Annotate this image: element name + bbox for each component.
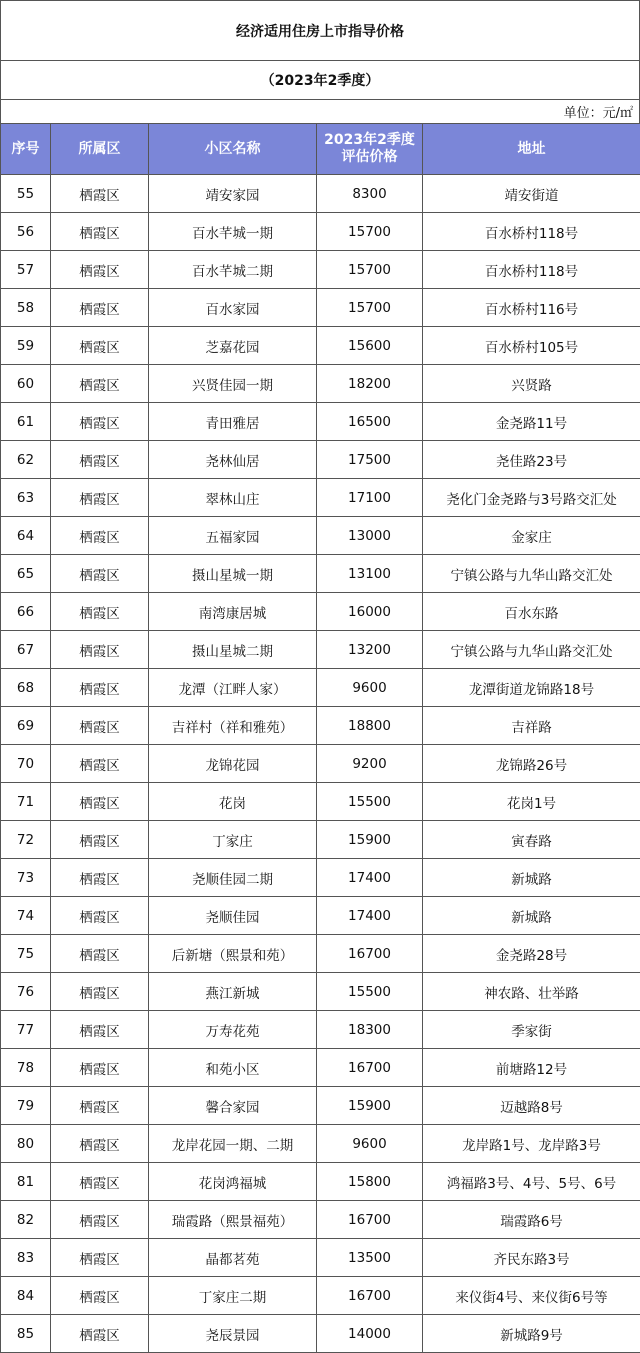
cell-community: 兴贤佳园一期 xyxy=(149,365,317,403)
cell-district: 栖霞区 xyxy=(51,1163,149,1201)
cell-price: 15600 xyxy=(317,327,423,365)
cell-price: 15700 xyxy=(317,289,423,327)
header-address: 地址 xyxy=(423,124,640,175)
table-row xyxy=(1,669,640,707)
table-row xyxy=(1,935,640,973)
cell-address: 季家街 xyxy=(423,1011,640,1049)
cell-address: 金尧路11号 xyxy=(423,403,640,441)
table-row xyxy=(1,1277,640,1315)
cell-index: 63 xyxy=(1,479,51,517)
header-community: 小区名称 xyxy=(149,124,317,175)
table-row xyxy=(1,289,640,327)
cell-address: 龙潭街道龙锦路18号 xyxy=(423,669,640,707)
cell-community: 百水芊城二期 xyxy=(149,251,317,289)
cell-community: 南湾康居城 xyxy=(149,593,317,631)
cell-district: 栖霞区 xyxy=(51,859,149,897)
cell-district: 栖霞区 xyxy=(51,1049,149,1087)
cell-district: 栖霞区 xyxy=(51,289,149,327)
cell-community: 后新塘（熙景和苑） xyxy=(149,935,317,973)
cell-price: 18200 xyxy=(317,365,423,403)
table-row xyxy=(1,821,640,859)
cell-community: 龙锦花园 xyxy=(149,745,317,783)
cell-district: 栖霞区 xyxy=(51,1125,149,1163)
cell-community: 百水家园 xyxy=(149,289,317,327)
cell-district: 栖霞区 xyxy=(51,631,149,669)
cell-price: 15500 xyxy=(317,783,423,821)
cell-price: 17100 xyxy=(317,479,423,517)
cell-district: 栖霞区 xyxy=(51,745,149,783)
cell-community: 龙潭（江畔人家） xyxy=(149,669,317,707)
cell-index: 78 xyxy=(1,1049,51,1087)
table-row xyxy=(1,365,640,403)
table-row xyxy=(1,1011,640,1049)
table-row xyxy=(1,403,640,441)
cell-index: 80 xyxy=(1,1125,51,1163)
cell-price: 16700 xyxy=(317,1049,423,1087)
cell-price: 16000 xyxy=(317,593,423,631)
cell-price: 18800 xyxy=(317,707,423,745)
cell-district: 栖霞区 xyxy=(51,783,149,821)
unit-label: 单位：元/㎡ xyxy=(0,99,640,123)
table-row xyxy=(1,479,640,517)
cell-address: 龙岸路1号、龙岸路3号 xyxy=(423,1125,640,1163)
table-row xyxy=(1,1087,640,1125)
cell-district: 栖霞区 xyxy=(51,517,149,555)
cell-community: 龙岸花园一期、二期 xyxy=(149,1125,317,1163)
cell-index: 59 xyxy=(1,327,51,365)
cell-price: 15800 xyxy=(317,1163,423,1201)
cell-price: 15700 xyxy=(317,213,423,251)
cell-index: 74 xyxy=(1,897,51,935)
cell-price: 15900 xyxy=(317,1087,423,1125)
cell-price: 16500 xyxy=(317,403,423,441)
cell-index: 65 xyxy=(1,555,51,593)
cell-index: 56 xyxy=(1,213,51,251)
cell-index: 55 xyxy=(1,175,51,213)
cell-community: 尧顺佳园 xyxy=(149,897,317,935)
sheet-title: 经济适用住房上市指导价格 xyxy=(0,0,640,60)
cell-community: 和苑小区 xyxy=(149,1049,317,1087)
cell-district: 栖霞区 xyxy=(51,441,149,479)
cell-address: 宁镇公路与九华山路交汇处 xyxy=(423,631,640,669)
cell-address: 百水东路 xyxy=(423,593,640,631)
cell-community: 百水芊城一期 xyxy=(149,213,317,251)
table-header-row xyxy=(1,124,640,175)
cell-index: 60 xyxy=(1,365,51,403)
cell-district: 栖霞区 xyxy=(51,365,149,403)
cell-price: 16700 xyxy=(317,1277,423,1315)
cell-community: 尧辰景园 xyxy=(149,1315,317,1353)
cell-community: 吉祥村（祥和雅苑） xyxy=(149,707,317,745)
cell-address: 百水桥村105号 xyxy=(423,327,640,365)
cell-index: 79 xyxy=(1,1087,51,1125)
cell-address: 神农路、壮举路 xyxy=(423,973,640,1011)
cell-address: 新城路 xyxy=(423,859,640,897)
cell-district: 栖霞区 xyxy=(51,175,149,213)
cell-district: 栖霞区 xyxy=(51,935,149,973)
cell-index: 67 xyxy=(1,631,51,669)
cell-district: 栖霞区 xyxy=(51,821,149,859)
cell-address: 尧化门金尧路与3号路交汇处 xyxy=(423,479,640,517)
cell-price: 9600 xyxy=(317,1125,423,1163)
cell-price: 13000 xyxy=(317,517,423,555)
cell-district: 栖霞区 xyxy=(51,1087,149,1125)
cell-address: 齐民东路3号 xyxy=(423,1239,640,1277)
cell-price: 9200 xyxy=(317,745,423,783)
table-row xyxy=(1,213,640,251)
table-row xyxy=(1,897,640,935)
sheet-subtitle: （2023年2季度） xyxy=(0,60,640,99)
cell-index: 71 xyxy=(1,783,51,821)
cell-community: 摄山星城二期 xyxy=(149,631,317,669)
cell-community: 摄山星城一期 xyxy=(149,555,317,593)
cell-index: 70 xyxy=(1,745,51,783)
cell-address: 尧佳路23号 xyxy=(423,441,640,479)
cell-price: 17500 xyxy=(317,441,423,479)
header-price-line1: 2023年2季度 xyxy=(324,132,415,148)
cell-price: 16700 xyxy=(317,935,423,973)
cell-index: 64 xyxy=(1,517,51,555)
header-index: 序号 xyxy=(1,124,51,175)
table-body xyxy=(1,175,640,1353)
cell-index: 69 xyxy=(1,707,51,745)
table-row xyxy=(1,1201,640,1239)
cell-address: 前塘路12号 xyxy=(423,1049,640,1087)
cell-price: 17400 xyxy=(317,897,423,935)
cell-index: 61 xyxy=(1,403,51,441)
cell-price: 15500 xyxy=(317,973,423,1011)
cell-price: 13500 xyxy=(317,1239,423,1277)
cell-price: 14000 xyxy=(317,1315,423,1353)
cell-community: 花岗 xyxy=(149,783,317,821)
cell-index: 84 xyxy=(1,1277,51,1315)
cell-address: 寅春路 xyxy=(423,821,640,859)
cell-price: 18300 xyxy=(317,1011,423,1049)
cell-address: 百水桥村118号 xyxy=(423,251,640,289)
cell-district: 栖霞区 xyxy=(51,251,149,289)
header-price xyxy=(317,124,423,175)
cell-address: 金尧路28号 xyxy=(423,935,640,973)
cell-community: 芝嘉花园 xyxy=(149,327,317,365)
table-row xyxy=(1,251,640,289)
table-row xyxy=(1,1239,640,1277)
cell-district: 栖霞区 xyxy=(51,707,149,745)
table-row xyxy=(1,175,640,213)
table-row xyxy=(1,441,640,479)
cell-district: 栖霞区 xyxy=(51,327,149,365)
cell-index: 83 xyxy=(1,1239,51,1277)
cell-address: 瑞霞路6号 xyxy=(423,1201,640,1239)
cell-address: 迈越路8号 xyxy=(423,1087,640,1125)
cell-community: 馨合家园 xyxy=(149,1087,317,1125)
cell-address: 鸿福路3号、4号、5号、6号 xyxy=(423,1163,640,1201)
cell-index: 62 xyxy=(1,441,51,479)
cell-district: 栖霞区 xyxy=(51,1011,149,1049)
cell-district: 栖霞区 xyxy=(51,669,149,707)
table-row xyxy=(1,707,640,745)
cell-index: 58 xyxy=(1,289,51,327)
cell-index: 77 xyxy=(1,1011,51,1049)
cell-address: 靖安街道 xyxy=(423,175,640,213)
cell-index: 57 xyxy=(1,251,51,289)
cell-community: 花岗鸿福城 xyxy=(149,1163,317,1201)
header-price-line2: 评估价格 xyxy=(342,149,398,165)
cell-address: 龙锦路26号 xyxy=(423,745,640,783)
cell-address: 兴贤路 xyxy=(423,365,640,403)
cell-district: 栖霞区 xyxy=(51,1277,149,1315)
cell-district: 栖霞区 xyxy=(51,403,149,441)
cell-district: 栖霞区 xyxy=(51,973,149,1011)
cell-community: 靖安家园 xyxy=(149,175,317,213)
cell-index: 82 xyxy=(1,1201,51,1239)
cell-index: 66 xyxy=(1,593,51,631)
table-row xyxy=(1,745,640,783)
table-row xyxy=(1,973,640,1011)
cell-index: 73 xyxy=(1,859,51,897)
cell-district: 栖霞区 xyxy=(51,479,149,517)
cell-district: 栖霞区 xyxy=(51,897,149,935)
table-row xyxy=(1,517,640,555)
cell-address: 来仪街4号、来仪街6号等 xyxy=(423,1277,640,1315)
cell-district: 栖霞区 xyxy=(51,1201,149,1239)
table-row xyxy=(1,631,640,669)
cell-community: 燕江新城 xyxy=(149,973,317,1011)
cell-district: 栖霞区 xyxy=(51,1239,149,1277)
cell-community: 丁家庄 xyxy=(149,821,317,859)
table-row xyxy=(1,593,640,631)
cell-index: 68 xyxy=(1,669,51,707)
cell-district: 栖霞区 xyxy=(51,1315,149,1353)
cell-community: 尧林仙居 xyxy=(149,441,317,479)
cell-address: 花岗1号 xyxy=(423,783,640,821)
table-row xyxy=(1,1049,640,1087)
cell-price: 8300 xyxy=(317,175,423,213)
cell-community: 晶都茗苑 xyxy=(149,1239,317,1277)
cell-community: 翠林山庄 xyxy=(149,479,317,517)
cell-address: 百水桥村116号 xyxy=(423,289,640,327)
cell-community: 万寿花苑 xyxy=(149,1011,317,1049)
cell-community: 丁家庄二期 xyxy=(149,1277,317,1315)
cell-price: 13200 xyxy=(317,631,423,669)
cell-community: 五福家园 xyxy=(149,517,317,555)
cell-address: 新城路 xyxy=(423,897,640,935)
cell-district: 栖霞区 xyxy=(51,213,149,251)
table-row xyxy=(1,555,640,593)
cell-index: 75 xyxy=(1,935,51,973)
cell-address: 宁镇公路与九华山路交汇处 xyxy=(423,555,640,593)
table-row xyxy=(1,1125,640,1163)
cell-price: 17400 xyxy=(317,859,423,897)
cell-index: 81 xyxy=(1,1163,51,1201)
cell-community: 尧顺佳园二期 xyxy=(149,859,317,897)
cell-price: 15700 xyxy=(317,251,423,289)
table-row xyxy=(1,1315,640,1353)
cell-address: 吉祥路 xyxy=(423,707,640,745)
cell-price: 13100 xyxy=(317,555,423,593)
price-table xyxy=(0,123,640,1353)
cell-district: 栖霞区 xyxy=(51,593,149,631)
table-row xyxy=(1,783,640,821)
cell-price: 15900 xyxy=(317,821,423,859)
cell-index: 85 xyxy=(1,1315,51,1353)
cell-index: 76 xyxy=(1,973,51,1011)
cell-address: 金家庄 xyxy=(423,517,640,555)
cell-address: 新城路9号 xyxy=(423,1315,640,1353)
table-row xyxy=(1,1163,640,1201)
cell-community: 青田雅居 xyxy=(149,403,317,441)
header-district: 所属区 xyxy=(51,124,149,175)
cell-community: 瑞霞路（熙景福苑） xyxy=(149,1201,317,1239)
cell-index: 72 xyxy=(1,821,51,859)
cell-address: 百水桥村118号 xyxy=(423,213,640,251)
table-row xyxy=(1,859,640,897)
cell-price: 16700 xyxy=(317,1201,423,1239)
table-row xyxy=(1,327,640,365)
cell-district: 栖霞区 xyxy=(51,555,149,593)
cell-price: 9600 xyxy=(317,669,423,707)
